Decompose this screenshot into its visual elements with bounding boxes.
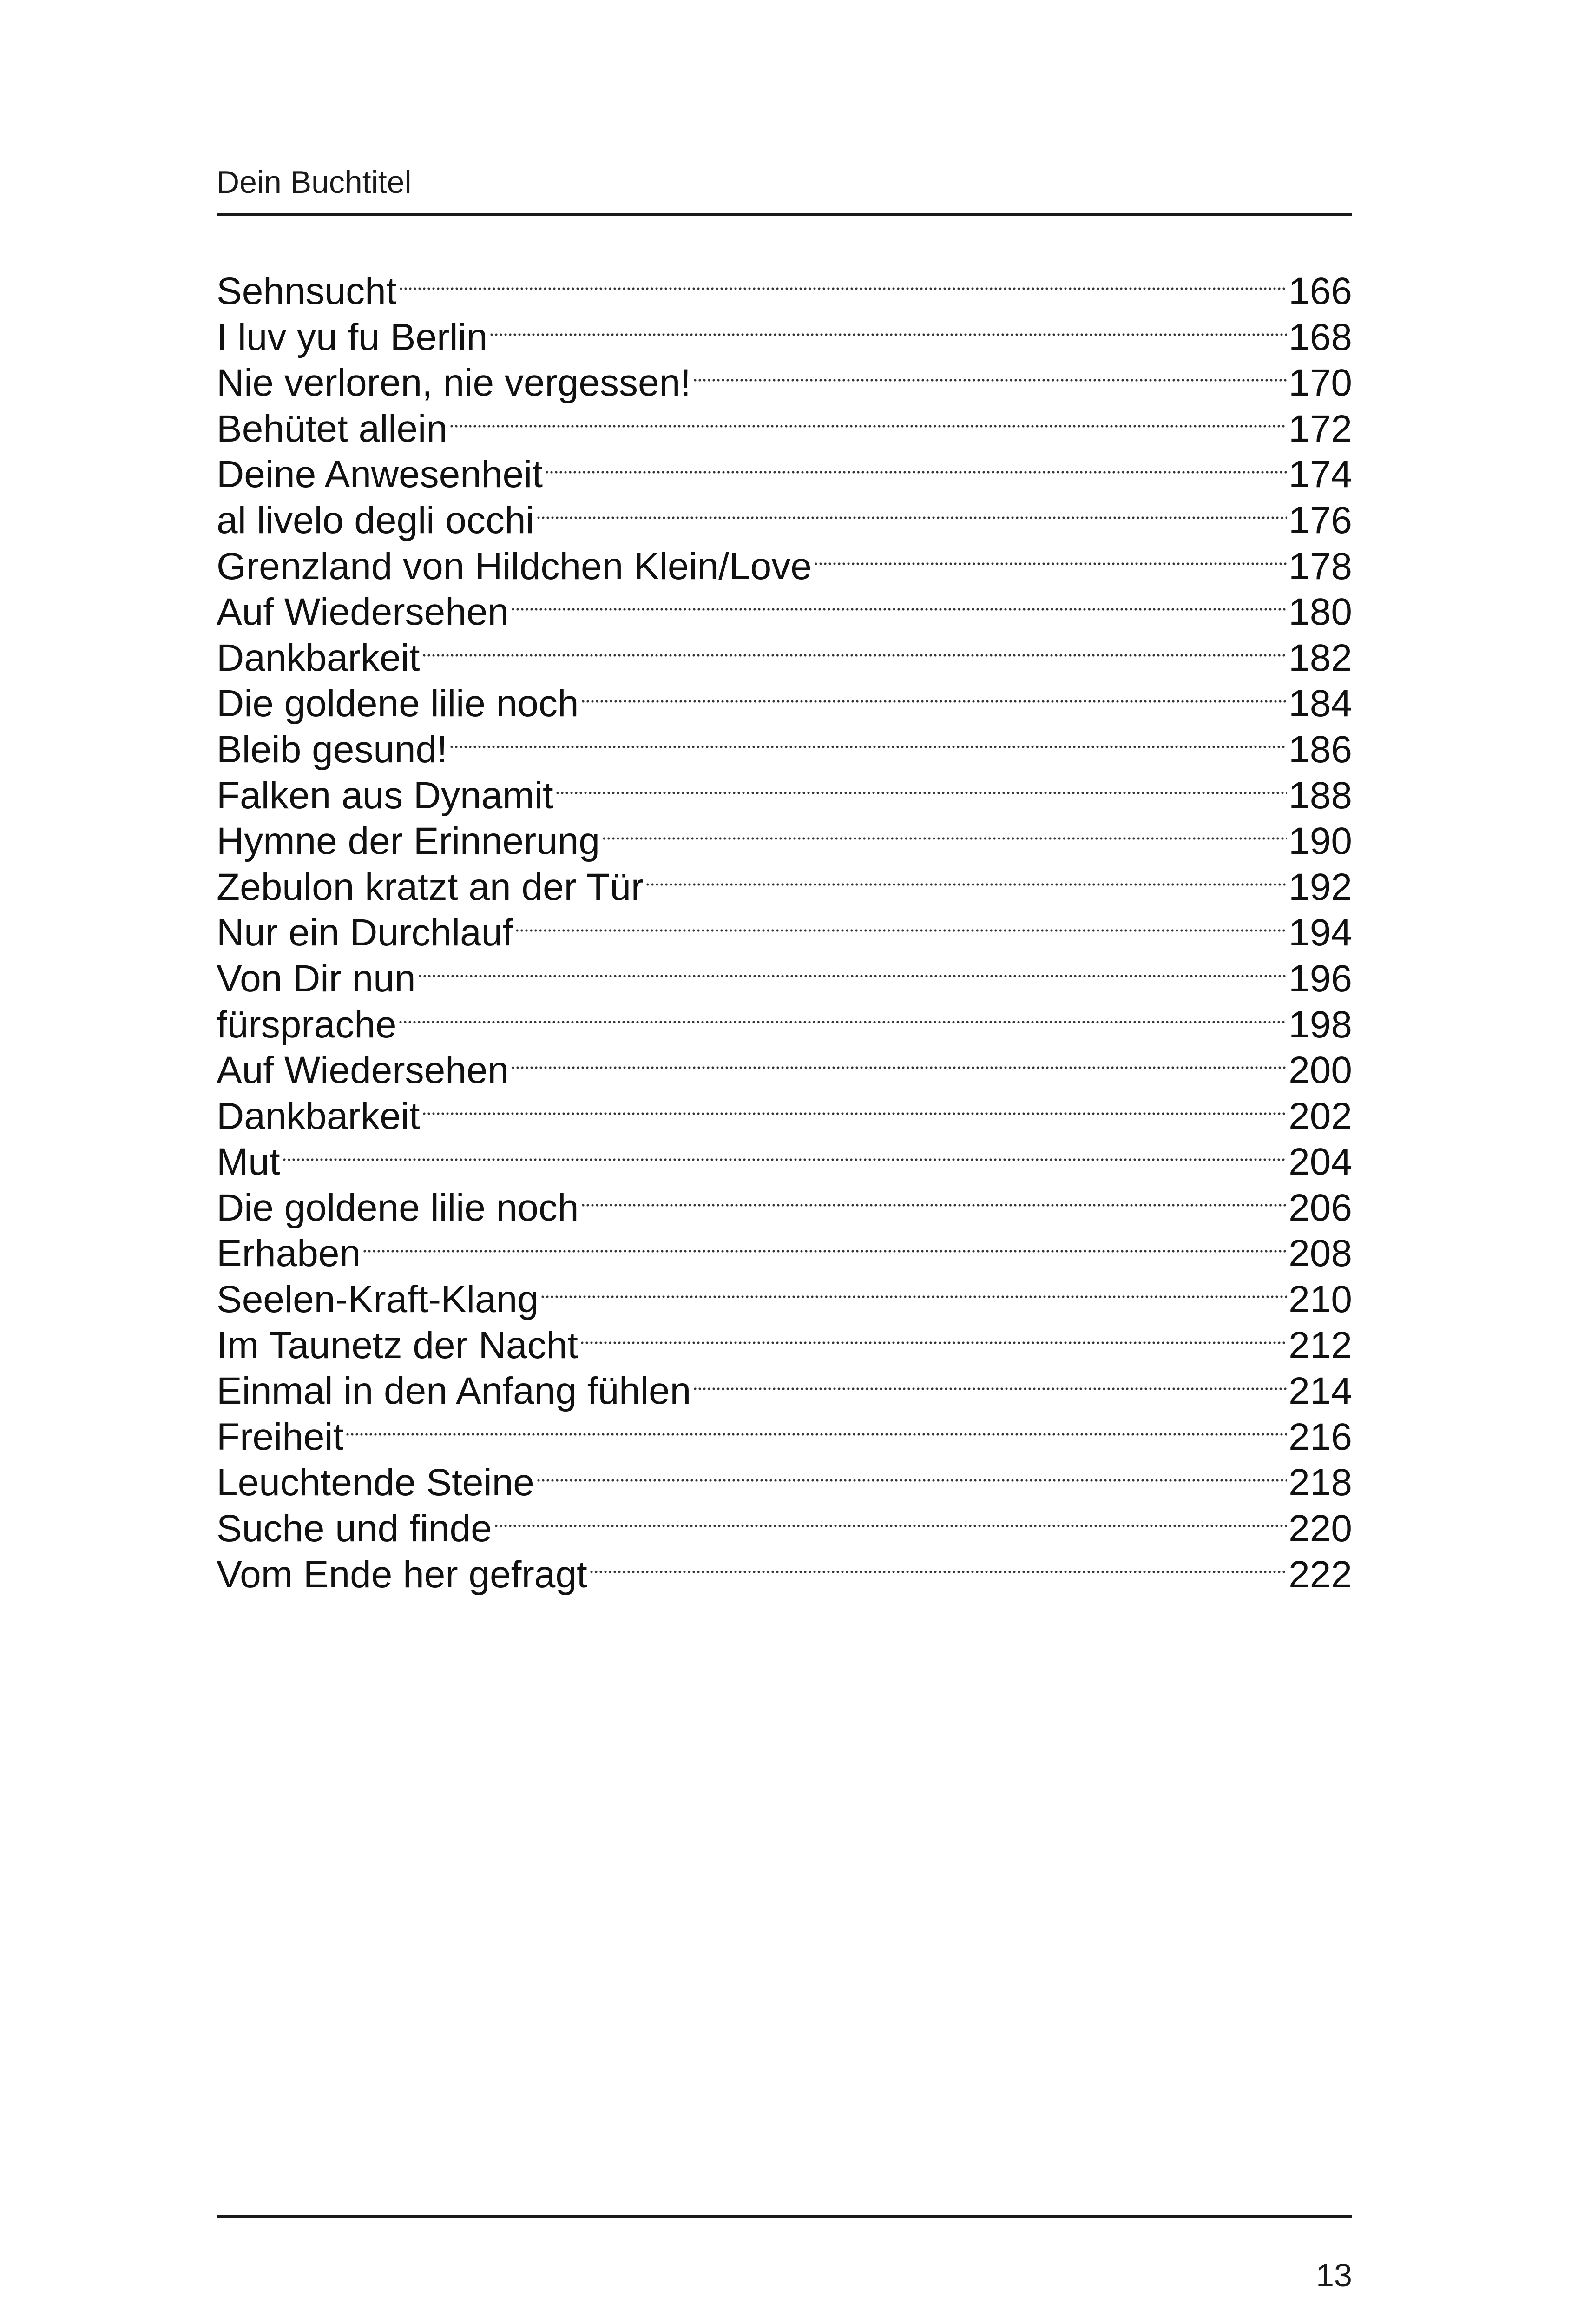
toc-entry — [217, 1002, 1352, 1048]
toc-entry — [217, 360, 1352, 406]
toc-entry — [217, 269, 1352, 315]
toc-entry — [217, 406, 1352, 452]
toc-entry — [217, 910, 1352, 956]
dot-leader — [693, 378, 1287, 382]
dot-leader — [422, 1112, 1287, 1116]
dot-leader — [536, 1479, 1287, 1482]
header-rule — [217, 213, 1352, 216]
dot-leader — [581, 700, 1287, 703]
toc-entry-title: Einmal in den Anfang fühlen — [217, 1370, 691, 1413]
dot-leader — [345, 1433, 1287, 1436]
toc-entry-page: 200 — [1289, 1049, 1352, 1092]
dot-leader — [602, 837, 1287, 840]
dot-leader — [399, 287, 1287, 290]
dot-leader — [511, 1066, 1287, 1070]
dot-leader — [581, 1203, 1287, 1207]
toc-entry — [217, 544, 1352, 590]
toc-entry-page: 172 — [1289, 407, 1352, 450]
toc-entry — [217, 498, 1352, 544]
dot-leader — [536, 516, 1287, 520]
dot-leader — [449, 745, 1287, 749]
toc-entry-title: Die goldene lilie noch — [217, 1186, 579, 1229]
toc-entry-title: I luv yu fu Berlin — [217, 316, 488, 358]
dot-leader — [449, 424, 1287, 428]
toc-entry-title: Dankbarkeit — [217, 1095, 420, 1137]
toc-entry-page: 210 — [1289, 1278, 1352, 1321]
toc-entry-page: 184 — [1289, 682, 1352, 725]
toc-entry — [217, 1231, 1352, 1277]
dot-leader — [545, 470, 1287, 474]
toc-entry-title: Sehnsucht — [217, 270, 397, 312]
toc-entry — [217, 1323, 1352, 1369]
dot-leader — [362, 1249, 1287, 1253]
toc-entry-title: Dankbarkeit — [217, 636, 420, 679]
toc-entry — [217, 956, 1352, 1002]
dot-leader — [282, 1158, 1287, 1162]
toc-entry-page: 196 — [1289, 957, 1352, 1000]
toc-entry — [217, 315, 1352, 361]
toc-entry-title: al livelo degli occhi — [217, 499, 534, 541]
dot-leader — [814, 562, 1287, 566]
running-header-title: Dein Buchtitel — [217, 165, 412, 200]
toc-entry-page: 192 — [1289, 865, 1352, 908]
toc-entry-title: Deine Anwesenheit — [217, 453, 543, 496]
dot-leader — [418, 974, 1287, 978]
toc-entry — [217, 589, 1352, 635]
toc-entry-page: 166 — [1289, 270, 1352, 312]
toc-entry-page: 222 — [1289, 1553, 1352, 1596]
toc-entry-title: Suche und finde — [217, 1507, 492, 1550]
toc-entry-title: Freiheit — [217, 1415, 344, 1458]
toc-entry-title: Leuchtende Steine — [217, 1461, 534, 1504]
toc-entry — [217, 773, 1352, 819]
toc-entry-page: 182 — [1289, 636, 1352, 679]
toc-entry-page: 186 — [1289, 728, 1352, 771]
toc-entry-page: 220 — [1289, 1507, 1352, 1550]
toc-entry — [217, 1139, 1352, 1185]
toc-entry-page: 214 — [1289, 1370, 1352, 1413]
toc-entry — [217, 727, 1352, 773]
toc-entry — [217, 681, 1352, 727]
dot-leader — [540, 1295, 1287, 1299]
toc-entry — [217, 1414, 1352, 1460]
toc-entry-page: 190 — [1289, 820, 1352, 863]
toc-entry-title: Mut — [217, 1141, 280, 1183]
toc-entry-page: 178 — [1289, 545, 1352, 588]
toc-entry-page: 174 — [1289, 453, 1352, 496]
toc-entry-title: Falken aus Dynamit — [217, 774, 553, 817]
toc-entry-page: 212 — [1289, 1324, 1352, 1367]
dot-leader — [398, 1020, 1287, 1024]
table-of-contents — [217, 269, 1352, 1598]
toc-entry-page: 198 — [1289, 1003, 1352, 1046]
toc-entry-title: Nur ein Durchlauf — [217, 911, 513, 954]
toc-entry-page: 194 — [1289, 911, 1352, 954]
dot-leader — [589, 1570, 1287, 1574]
toc-entry — [217, 1460, 1352, 1506]
dot-leader — [693, 1387, 1287, 1391]
toc-entry — [217, 1048, 1352, 1094]
toc-entry-title: Von Dir nun — [217, 957, 416, 1000]
dot-leader — [580, 1341, 1287, 1345]
toc-entry — [217, 1506, 1352, 1552]
toc-entry — [217, 452, 1352, 498]
page-number: 13 — [1316, 2257, 1352, 2293]
dot-leader — [555, 791, 1287, 795]
dot-leader — [645, 883, 1287, 886]
toc-entry-page: 216 — [1289, 1415, 1352, 1458]
toc-entry-title: Im Taunetz der Nacht — [217, 1324, 578, 1367]
toc-entry-title: Auf Wiedersehen — [217, 1049, 509, 1092]
toc-entry — [217, 865, 1352, 911]
toc-entry — [217, 1368, 1352, 1414]
toc-entry — [217, 1185, 1352, 1231]
toc-entry — [217, 1094, 1352, 1140]
toc-entry-page: 170 — [1289, 362, 1352, 404]
toc-entry-page: 218 — [1289, 1461, 1352, 1504]
toc-entry-page: 188 — [1289, 774, 1352, 817]
dot-leader — [422, 654, 1287, 657]
toc-entry-title: Die goldene lilie noch — [217, 682, 579, 725]
toc-entry — [217, 1277, 1352, 1323]
dot-leader — [511, 607, 1287, 611]
toc-entry-page: 176 — [1289, 499, 1352, 541]
toc-entry-title: fürsprache — [217, 1003, 397, 1046]
footer-rule — [217, 2215, 1352, 2218]
toc-entry-page: 180 — [1289, 591, 1352, 634]
toc-entry-page: 208 — [1289, 1232, 1352, 1275]
toc-entry-page: 204 — [1289, 1141, 1352, 1183]
toc-entry-title: Grenzland von Hildchen Klein/Love — [217, 545, 812, 588]
toc-entry-title: Zebulon kratzt an der Tür — [217, 865, 644, 908]
toc-entry-page: 202 — [1289, 1095, 1352, 1137]
toc-entry-page: 168 — [1289, 316, 1352, 358]
toc-entry — [217, 1552, 1352, 1598]
toc-entry-title: Seelen-Kraft-Klang — [217, 1278, 539, 1321]
toc-entry — [217, 635, 1352, 681]
dot-leader — [489, 333, 1287, 337]
toc-entry — [217, 819, 1352, 865]
toc-entry-title: Behütet allein — [217, 407, 447, 450]
dot-leader — [515, 929, 1287, 932]
toc-entry-title: Bleib gesund! — [217, 728, 447, 771]
toc-entry-title: Hymne der Erinnerung — [217, 820, 600, 863]
toc-entry-title: Erhaben — [217, 1232, 361, 1275]
toc-entry-title: Auf Wiedersehen — [217, 591, 509, 634]
toc-entry-page: 206 — [1289, 1186, 1352, 1229]
toc-entry-title: Vom Ende her gefragt — [217, 1553, 587, 1596]
toc-entry-title: Nie verloren, nie vergessen! — [217, 362, 691, 404]
dot-leader — [494, 1524, 1287, 1528]
